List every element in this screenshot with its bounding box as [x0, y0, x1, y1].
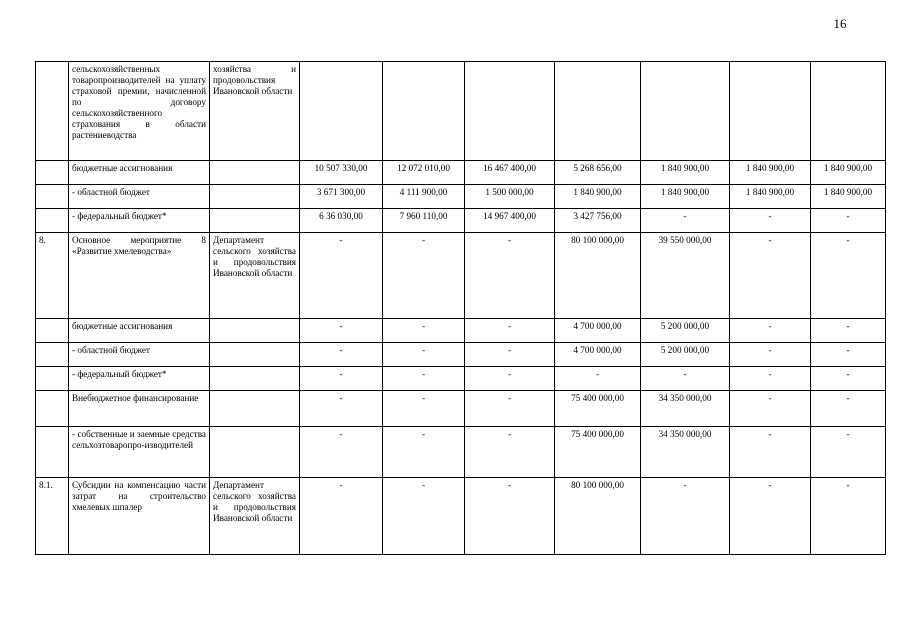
amount-cell: 1 840 900,00: [641, 185, 730, 209]
item-name-cell: - собственные и заемные средства сельхозтоваропро-изводителей: [69, 427, 210, 478]
amount-cell: -: [300, 391, 383, 427]
table-row: [36, 233, 886, 319]
amount-cell: -: [811, 319, 886, 343]
row-number-cell: [36, 209, 69, 233]
amount-cell: 1 500 000,00: [465, 185, 555, 209]
table-row: [36, 367, 886, 391]
executor-cell: [210, 391, 300, 427]
amount-cell: [641, 62, 730, 161]
amount-cell: -: [383, 391, 465, 427]
executor-cell: [210, 209, 300, 233]
executor-cell: [210, 343, 300, 367]
amount-cell: -: [811, 209, 886, 233]
executor-cell: Департамент сельского хозяйства и продовольствия Ивановской области: [210, 233, 300, 319]
table-row: [36, 478, 886, 555]
amount-cell: -: [730, 233, 811, 319]
amount-cell: -: [641, 209, 730, 233]
amount-cell: -: [465, 427, 555, 478]
amount-cell: -: [641, 367, 730, 391]
amount-cell: -: [383, 427, 465, 478]
amount-cell: -: [730, 427, 811, 478]
amount-cell: [300, 62, 383, 161]
amount-cell: 3 427 756,00: [555, 209, 641, 233]
amount-cell: -: [300, 367, 383, 391]
item-name-cell: Внебюджетное финансирование: [69, 391, 210, 427]
amount-cell: 75 400 000,00: [555, 427, 641, 478]
executor-cell: [210, 185, 300, 209]
amount-cell: -: [811, 391, 886, 427]
amount-cell: 80 100 000,00: [555, 478, 641, 555]
amount-cell: 1 840 900,00: [811, 185, 886, 209]
amount-cell: -: [300, 233, 383, 319]
row-number-cell: [36, 343, 69, 367]
amount-cell: 4 700 000,00: [555, 343, 641, 367]
amount-cell: -: [811, 478, 886, 555]
table-row: [36, 161, 886, 185]
amount-cell: -: [465, 478, 555, 555]
amount-cell: 6 36 030,00: [300, 209, 383, 233]
amount-cell: 34 350 000,00: [641, 391, 730, 427]
amount-cell: -: [730, 209, 811, 233]
amount-cell: 1 840 900,00: [730, 161, 811, 185]
amount-cell: -: [730, 319, 811, 343]
item-name-cell: - областной бюджет: [69, 185, 210, 209]
executor-cell: [210, 319, 300, 343]
executor-cell: Департамент сельского хозяйства и продовольствия Ивановской области: [210, 478, 300, 555]
budget-table: [35, 61, 886, 555]
amount-cell: 39 550 000,00: [641, 233, 730, 319]
amount-cell: -: [465, 367, 555, 391]
amount-cell: -: [383, 343, 465, 367]
amount-cell: 1 840 900,00: [555, 185, 641, 209]
amount-cell: -: [555, 367, 641, 391]
amount-cell: -: [730, 367, 811, 391]
executor-cell: [210, 367, 300, 391]
amount-cell: 1 840 900,00: [730, 185, 811, 209]
amount-cell: -: [811, 343, 886, 367]
amount-cell: -: [465, 343, 555, 367]
table-row: [36, 427, 886, 478]
amount-cell: -: [811, 233, 886, 319]
item-name-cell: Субсидии на компенсацию части затрат на строительство хмелевых шпалер: [69, 478, 210, 555]
amount-cell: -: [730, 343, 811, 367]
amount-cell: -: [811, 427, 886, 478]
amount-cell: 4 111 900,00: [383, 185, 465, 209]
amount-cell: 16 467 400,00: [465, 161, 555, 185]
row-number-cell: [36, 185, 69, 209]
item-name-cell: бюджетные ассигнования: [69, 319, 210, 343]
amount-cell: [730, 62, 811, 161]
amount-cell: -: [811, 367, 886, 391]
row-number-cell: 8.: [36, 233, 69, 319]
amount-cell: 7 960 110,00: [383, 209, 465, 233]
amount-cell: -: [383, 478, 465, 555]
amount-cell: 1 840 900,00: [811, 161, 886, 185]
row-number-cell: [36, 391, 69, 427]
amount-cell: -: [730, 478, 811, 555]
amount-cell: 80 100 000,00: [555, 233, 641, 319]
amount-cell: 3 671 300,00: [300, 185, 383, 209]
table-row: [36, 391, 886, 427]
amount-cell: 10 507 330,00: [300, 161, 383, 185]
amount-cell: [555, 62, 641, 161]
amount-cell: -: [465, 391, 555, 427]
table-row: [36, 62, 886, 161]
amount-cell: -: [465, 319, 555, 343]
amount-cell: -: [383, 233, 465, 319]
table-row: [36, 185, 886, 209]
amount-cell: 12 072 010,00: [383, 161, 465, 185]
item-name-cell: сельскохозяйственных товаропроизводителей на уплату страховой премии, начисленной по договору сельскохозяйственного страхования в области растениеводства: [69, 62, 210, 161]
item-name-cell: - областной бюджет: [69, 343, 210, 367]
executor-cell: [210, 427, 300, 478]
amount-cell: 34 350 000,00: [641, 427, 730, 478]
amount-cell: -: [383, 367, 465, 391]
table-body: [36, 62, 886, 555]
amount-cell: 5 200 000,00: [641, 343, 730, 367]
amount-cell: 5 268 656,00: [555, 161, 641, 185]
amount-cell: 1 840 900,00: [641, 161, 730, 185]
amount-cell: -: [300, 319, 383, 343]
item-name-cell: Основное мероприятие 8 «Развитие хмелеводства»: [69, 233, 210, 319]
row-number-cell: [36, 367, 69, 391]
item-name-cell: - федеральный бюджет*: [69, 209, 210, 233]
executor-cell: [210, 161, 300, 185]
page-number: 16: [833, 16, 847, 31]
amount-cell: 5 200 000,00: [641, 319, 730, 343]
table-row: [36, 343, 886, 367]
table-row: [36, 319, 886, 343]
row-number-cell: [36, 62, 69, 161]
amount-cell: -: [730, 391, 811, 427]
amount-cell: [465, 62, 555, 161]
row-number-cell: [36, 427, 69, 478]
amount-cell: -: [383, 319, 465, 343]
amount-cell: -: [300, 478, 383, 555]
amount-cell: -: [300, 427, 383, 478]
row-number-cell: [36, 161, 69, 185]
amount-cell: -: [300, 343, 383, 367]
amount-cell: [383, 62, 465, 161]
row-number-cell: [36, 319, 69, 343]
item-name-cell: - федеральный бюджет*: [69, 367, 210, 391]
amount-cell: 14 967 400,00: [465, 209, 555, 233]
table-row: [36, 209, 886, 233]
amount-cell: 75 400 000,00: [555, 391, 641, 427]
amount-cell: 4 700 000,00: [555, 319, 641, 343]
amount-cell: [811, 62, 886, 161]
item-name-cell: бюджетные ассигнования: [69, 161, 210, 185]
row-number-cell: 8.1.: [36, 478, 69, 555]
amount-cell: -: [641, 478, 730, 555]
amount-cell: -: [465, 233, 555, 319]
executor-cell: хозяйства и продовольствия Ивановской области: [210, 62, 300, 161]
